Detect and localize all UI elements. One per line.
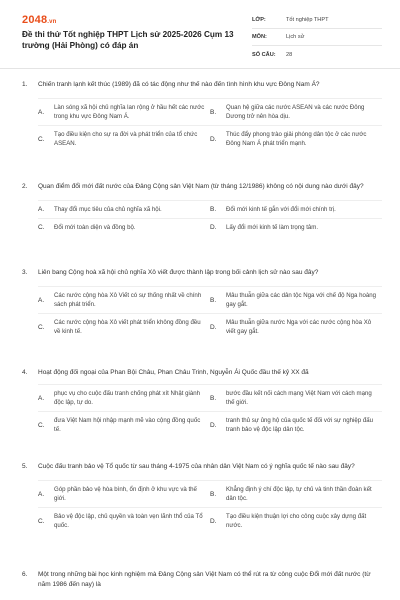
meta-key: SỐ CÂU: — [252, 51, 276, 58]
option-b[interactable] — [210, 287, 382, 313]
option-text: Các nước cộng hòa Xô viết phát triển không đồng đều về kinh tế. — [54, 319, 201, 335]
option-a[interactable] — [38, 481, 210, 507]
option-d[interactable] — [210, 219, 382, 236]
option-a[interactable] — [38, 287, 210, 313]
meta-row-question-count — [252, 46, 382, 63]
option-letter: D. — [210, 224, 217, 231]
option-d[interactable] — [210, 508, 382, 534]
question-options — [38, 480, 382, 534]
option-letter: D. — [210, 135, 217, 143]
option-text: Làn sóng xã hội chủ nghĩa lan rộng ở hầu hết các nước trong khu vực Đông Nam Á. — [54, 104, 205, 120]
question-number: 6. — [22, 571, 28, 578]
question-2 — [22, 182, 382, 236]
question-text: Chiến tranh lạnh kết thúc (1989) đã có tác động như thế nào đến tình hình khu vực Đông Nam Á? — [38, 81, 320, 88]
question-6 — [22, 570, 382, 590]
question-3 — [22, 268, 382, 340]
option-text: tranh thủ sự ủng hộ của quốc tế đối với sự nghiệp đấu tranh bảo vệ độc lập dân tộc. — [226, 417, 373, 433]
question-number: 5. — [22, 463, 28, 470]
page-header — [0, 0, 400, 66]
option-c[interactable] — [38, 314, 210, 340]
option-letter: D. — [210, 421, 217, 429]
option-a[interactable] — [38, 99, 210, 125]
option-c[interactable] — [38, 126, 210, 152]
question-4 — [22, 368, 382, 438]
option-letter: A. — [38, 108, 45, 116]
option-text: Mâu thuẫn giữa các dân tộc Nga với chế độ Nga hoàng gay gắt. — [226, 292, 377, 308]
question-number: 2. — [22, 183, 28, 190]
option-b[interactable] — [210, 201, 382, 218]
question-text: Liên bang Cộng hoà xã hội chủ nghĩa Xô viết được thành lập trong bối cảnh lịch sử nào sau đây? — [38, 269, 319, 276]
option-text: Các nước cộng hòa Xô Viết có sự thống nhất về chính sách phát triển. — [54, 292, 202, 308]
option-letter: A. — [38, 296, 45, 304]
option-letter: B. — [210, 394, 217, 402]
option-text: Quan hệ giữa các nước ASEAN và các nước Đông Dương trở nên hòa dịu. — [226, 104, 365, 120]
meta-value: Lịch sử — [286, 34, 305, 40]
meta-key: LỚP: — [252, 17, 266, 23]
option-b[interactable] — [210, 385, 382, 411]
option-letter: B. — [210, 206, 217, 213]
option-a[interactable] — [38, 201, 210, 218]
option-letter: C. — [38, 323, 45, 331]
option-text: Đổi mới toàn diện và đồng bộ. — [54, 224, 136, 231]
question-1 — [22, 80, 382, 152]
question-options — [38, 286, 382, 340]
option-letter: C. — [38, 517, 45, 525]
option-c[interactable] — [38, 508, 210, 534]
option-d[interactable] — [210, 126, 382, 152]
site-logo[interactable] — [22, 14, 57, 26]
meta-row-subject — [252, 29, 382, 46]
option-b[interactable] — [210, 99, 382, 125]
option-text: Thay đổi mục tiêu của chủ nghĩa xã hội. — [54, 206, 162, 213]
question-number: 3. — [22, 269, 28, 276]
option-text: Tạo điều kiện cho sự ra đời và phát triển của tổ chức ASEAN. — [54, 131, 198, 147]
option-text: Mâu thuẫn giữa nước Nga với các nước cộng hòa Xô viết gay gắt. — [226, 319, 372, 335]
question-options — [38, 98, 382, 152]
logo-suffix: .vn — [47, 19, 57, 25]
option-text: Thúc đẩy phong trào giải phóng dân tộc ở các nước Đông Nam Á phát triển mạnh. — [226, 131, 367, 147]
option-text: đưa Việt Nam hội nhập mạnh mẽ vào cộng đồng quốc tế. — [54, 417, 201, 433]
question-text: Một trong những bài học kinh nghiệm mà Đảng Cộng sản Việt Nam có thể rút ra từ công cuộc Đổi mới đất nước (từ năm 1986 đến nay) là — [38, 571, 371, 588]
meta-value: Tốt nghiệp THPT — [286, 17, 329, 23]
option-letter: C. — [38, 135, 45, 143]
question-5 — [22, 462, 382, 534]
option-letter: B. — [210, 490, 217, 498]
option-letter: A. — [38, 206, 45, 213]
question-text: Hoạt động đối ngoại của Phan Bội Châu, Phan Châu Trinh, Nguyễn Ái Quốc đầu thế kỷ XX đã — [38, 369, 309, 376]
meta-key: MÔN: — [252, 34, 267, 40]
option-letter: D. — [210, 517, 217, 525]
header-divider — [0, 68, 400, 69]
option-d[interactable] — [210, 412, 382, 438]
option-letter: B. — [210, 108, 217, 116]
meta-value: 28 — [286, 51, 293, 58]
option-text: Lấy đổi mới kinh tế làm trọng tâm. — [226, 224, 319, 231]
option-c[interactable] — [38, 412, 210, 438]
option-letter: A. — [38, 490, 45, 498]
question-number: 1. — [22, 81, 28, 88]
option-text: Tạo điều kiện thuận lợi cho công cuộc xây dựng đất nước. — [226, 513, 367, 529]
question-text: Quan điểm đổi mới đất nước của Đảng Cộng sản Việt Nam (từ tháng 12/1986) không có nội dung nào dưới đây? — [38, 183, 364, 190]
question-options — [38, 200, 382, 236]
question-text: Cuộc đấu tranh bảo vệ Tổ quốc từ sau tháng 4-1975 của nhân dân Việt Nam có ý nghĩa quốc tế nào sau đây? — [38, 463, 355, 470]
option-text: Góp phần bảo vệ hòa bình, ổn định ở khu vực và thế giới. — [54, 486, 197, 502]
option-text: Đổi mới kinh tế gắn với đổi mới chính trị. — [226, 206, 336, 213]
option-letter: B. — [210, 296, 217, 304]
option-text: Khẳng định ý chí độc lập, tự chủ và tinh thần đoàn kết dân tộc. — [226, 486, 372, 502]
question-number: 4. — [22, 369, 28, 376]
option-b[interactable] — [210, 481, 382, 507]
document-title: Đề thi thử Tốt nghiệp THPT Lịch sử 2025-2026 Cụm 13 trường (Hải Phòng) có đáp án — [22, 30, 234, 50]
option-letter: C. — [38, 224, 45, 231]
option-letter: A. — [38, 394, 45, 402]
option-text: bước đầu kết nối cách mạng Việt Nam với cách mạng thế giới. — [226, 390, 372, 406]
option-c[interactable] — [38, 219, 210, 236]
option-text: phục vụ cho cuộc đấu tranh chống phát xít Nhật giành độc lập, tự do. — [54, 390, 201, 406]
logo-text: 2048 — [22, 14, 48, 26]
option-text: Bảo vệ độc lập, chủ quyền và toàn vẹn lãnh thổ của Tổ quốc. — [54, 513, 203, 529]
option-letter: C. — [38, 421, 45, 429]
question-options — [38, 384, 382, 438]
option-letter: D. — [210, 323, 217, 331]
option-a[interactable] — [38, 385, 210, 411]
meta-row-class — [252, 12, 382, 29]
option-d[interactable] — [210, 314, 382, 340]
document-meta-table — [252, 12, 382, 63]
